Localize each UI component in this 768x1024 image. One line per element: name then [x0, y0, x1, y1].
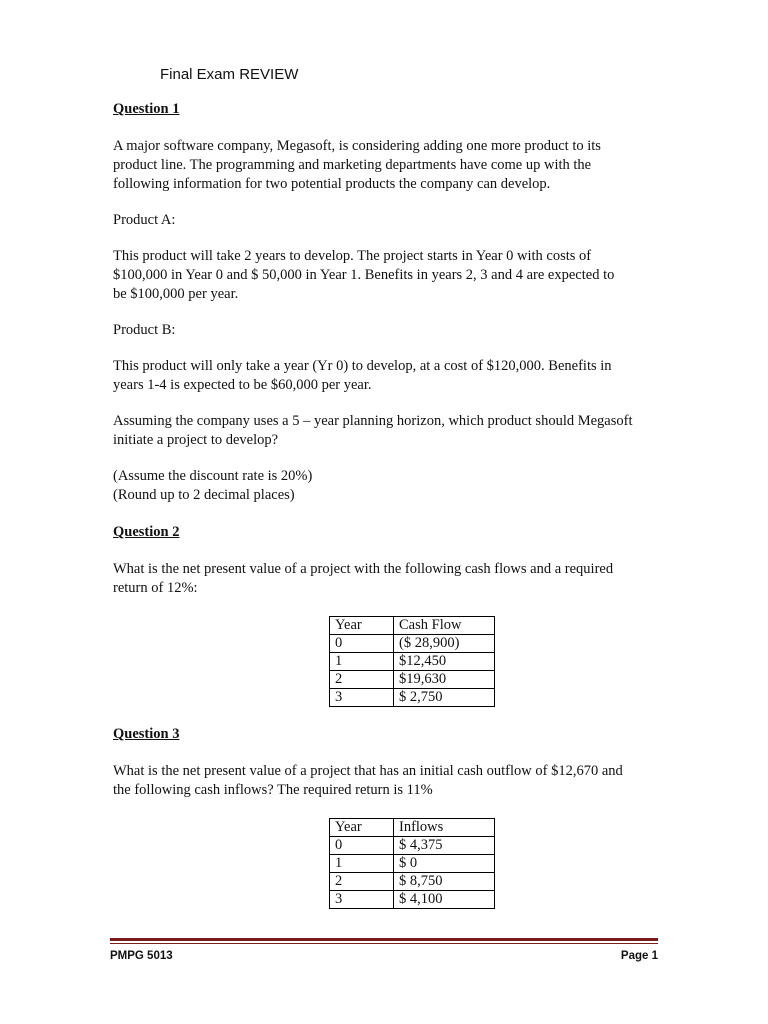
table-row: [330, 855, 495, 873]
text-line: the following cash inflows? The required return is 11%: [113, 782, 433, 798]
table-cell: 0: [330, 635, 394, 653]
table-cell: $19,630: [394, 671, 495, 689]
text-line: be $100,000 per year.: [113, 286, 239, 302]
table-header-row: [330, 819, 495, 837]
page-footer: [110, 938, 658, 962]
table-cell: $12,450: [394, 653, 495, 671]
text-line: Assuming the company uses a 5 – year planning horizon, which product should Megasoft: [113, 413, 633, 429]
table-row: [330, 671, 495, 689]
text-line: A major software company, Megasoft, is considering adding one more product to its: [113, 138, 601, 154]
table-cell: 3: [330, 891, 394, 909]
table-cell: 0: [330, 837, 394, 855]
question-1-heading: Question 1: [113, 101, 180, 117]
text-line: What is the net present value of a project with the following cash flows and a required: [113, 561, 614, 577]
course-code: PMPG 5013: [110, 950, 173, 962]
table-row: [330, 689, 495, 707]
table-cell: $ 8,750: [394, 873, 495, 891]
text-line: years 1-4 is expected to be $60,000 per year.: [113, 377, 372, 393]
product-a-description: [113, 247, 658, 304]
table-cell: ($ 28,900): [394, 635, 495, 653]
question-3-text: [113, 762, 658, 800]
text-line: initiate a project to develop?: [113, 432, 279, 448]
table-cell: 2: [330, 873, 394, 891]
question-1-notes: [113, 467, 658, 505]
inflows-table: [329, 818, 495, 909]
table-cell: $ 4,375: [394, 837, 495, 855]
table-row: [330, 837, 495, 855]
table-header: Year: [330, 819, 394, 837]
table-cell: 1: [330, 653, 394, 671]
question-3-heading: Question 3: [113, 726, 180, 742]
text-line: return of 12%:: [113, 580, 198, 596]
question-1-intro: [113, 137, 658, 194]
cash-flow-table: [329, 616, 495, 707]
table-header-row: [330, 617, 495, 635]
question-2-heading: Question 2: [113, 524, 180, 540]
text-line: (Assume the discount rate is 20%): [113, 468, 313, 484]
table-row: [330, 873, 495, 891]
text-line: following information for two potential products the company can develop.: [113, 176, 551, 192]
table-cell: 1: [330, 855, 394, 873]
table-cell: 2: [330, 671, 394, 689]
table-cell: 3: [330, 689, 394, 707]
table-row: [330, 635, 495, 653]
text-line: (Round up to 2 decimal places): [113, 487, 295, 503]
table-header: Cash Flow: [394, 617, 495, 635]
table-row: [330, 891, 495, 909]
document-body: [113, 100, 658, 909]
text-line: What is the net present value of a project that has an initial cash outflow of $12,670 and: [113, 763, 623, 779]
question-2-text: [113, 560, 658, 598]
table-cell: $ 4,100: [394, 891, 495, 909]
table-header: Inflows: [394, 819, 495, 837]
text-line: $100,000 in Year 0 and $ 50,000 in Year 1. Benefits in years 2, 3 and 4 are expected to: [113, 267, 615, 283]
footer-rule-thin: [110, 943, 658, 944]
table-header: Year: [330, 617, 394, 635]
text-line: This product will only take a year (Yr 0) to develop, at a cost of $120,000. Benefits in: [113, 358, 612, 374]
text-line: This product will take 2 years to develop. The project starts in Year 0 with costs of: [113, 248, 592, 264]
product-a-label: Product A:: [113, 212, 176, 228]
table-cell: $ 0: [394, 855, 495, 873]
table-row: [330, 653, 495, 671]
footer-rule: [110, 938, 658, 941]
product-b-label: Product B:: [113, 322, 176, 338]
question-1-ask: [113, 412, 658, 450]
page-number: Page 1: [620, 950, 658, 962]
footer-row: [110, 950, 658, 962]
product-b-description: [113, 357, 658, 395]
text-line: product line. The programming and marketing departments have come up with the: [113, 157, 592, 173]
document-title: Final Exam REVIEW: [160, 66, 299, 83]
table-cell: $ 2,750: [394, 689, 495, 707]
